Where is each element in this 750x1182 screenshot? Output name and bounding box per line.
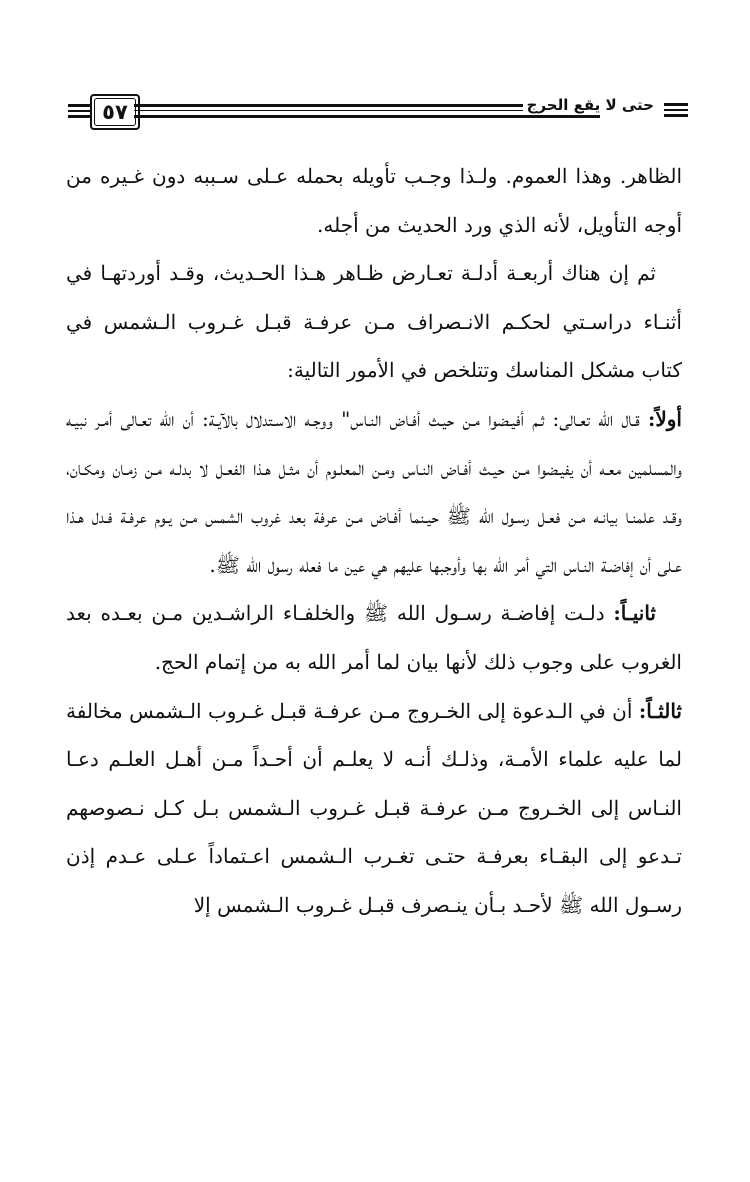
header-ornament-right: [664, 103, 688, 117]
paragraph-text: أن في الـدعوة إلى الخـروج مـن عرفـة قبـل غـروب الـشمس مخالفة لما عليه علماء الأمـة، وذلـك أنـه لا يعلـم أن أحـداً مـن أهـل العلـم دعـا النـاس إلى الخـروج مـن عرفـة قبـل غـروب الـشمس بـل كـل نـصوصهم تـدعو إلى البقـاء بعرفـة حتـى تغـرب الـشمس اعـتماداً عـلى عـدم إذن رسـول الله ﷺ لأحـد بـأن ينـصرف قبـل غـروب الـشمس إلا: [66, 698, 682, 917]
paragraph-point-1: [66, 395, 682, 589]
paragraph: [66, 152, 682, 249]
paragraph-point-3: [66, 687, 682, 930]
page-body: [66, 152, 682, 930]
header-ornament-left: [68, 104, 90, 118]
page-header: [68, 92, 688, 132]
paragraph-point-2: [66, 589, 682, 686]
paragraph-lead: أولاً:: [647, 406, 682, 431]
paragraph-text: ثم إن هناك أربعـة أدلـة تعـارض ظـاهر هـذا الحـديث، وقـد أوردتهـا في أثنـاء دراسـتي لحكـم الانـصراف مـن عرفـة قبـل غـروب الـشمس في كتاب مشكل المناسك وتتلخص في الأمور التالية:: [66, 261, 682, 383]
running-title: حتى لا يقع الحرج: [523, 96, 658, 114]
paragraph: [66, 249, 682, 395]
paragraph-text: الظاهر. وهذا العموم. ولـذا وجـب تأويله بحمله عـلى سـببه دون غـيره من أوجه التأويل، لأنه الذي ورد الحديث من أجله.: [66, 164, 682, 237]
page-number: ٥٧: [102, 99, 128, 124]
paragraph-text: قـال الله تعـالى: ثـم أفيـضوا مـن حيـث أفـاض النـاس" ووجـه الاسـتدلال بالآيـة: أن الله تعـالى أمـر نبيـه والمسلمين معـه أن يفيـضوا مـن حيـث أفـاض النـاس ومـن المعلـوم أن مثـل هـذا الفعـل لا بدلـه مـن زمـان ومكـان، وقـد علمنـا بيانـه مـن فعـل رسـول الله ﷺ حيـنما أفـاض مـن عرفة بعد غروب الشمس مـن يـوم عرفـة فـدل هـذا عـلى أن إفاضـة النـاس التي أمر الله بها وأوجبها عليهم هي عين ما فعله رسول الله ﷺ.: [66, 406, 682, 577]
paragraph-text: دلـت إفاضـة رسـول الله ﷺ والخلفـاء الراشـدين مـن بعـده بعد الغروب على وجوب ذلك لأنها بيان لما أمر الله به من إتمام الحج.: [66, 601, 682, 674]
paragraph-lead: ثانيـاً:: [613, 601, 656, 626]
paragraph-lead: ثالثـاً:: [638, 698, 682, 723]
page-number-box: [90, 94, 140, 130]
